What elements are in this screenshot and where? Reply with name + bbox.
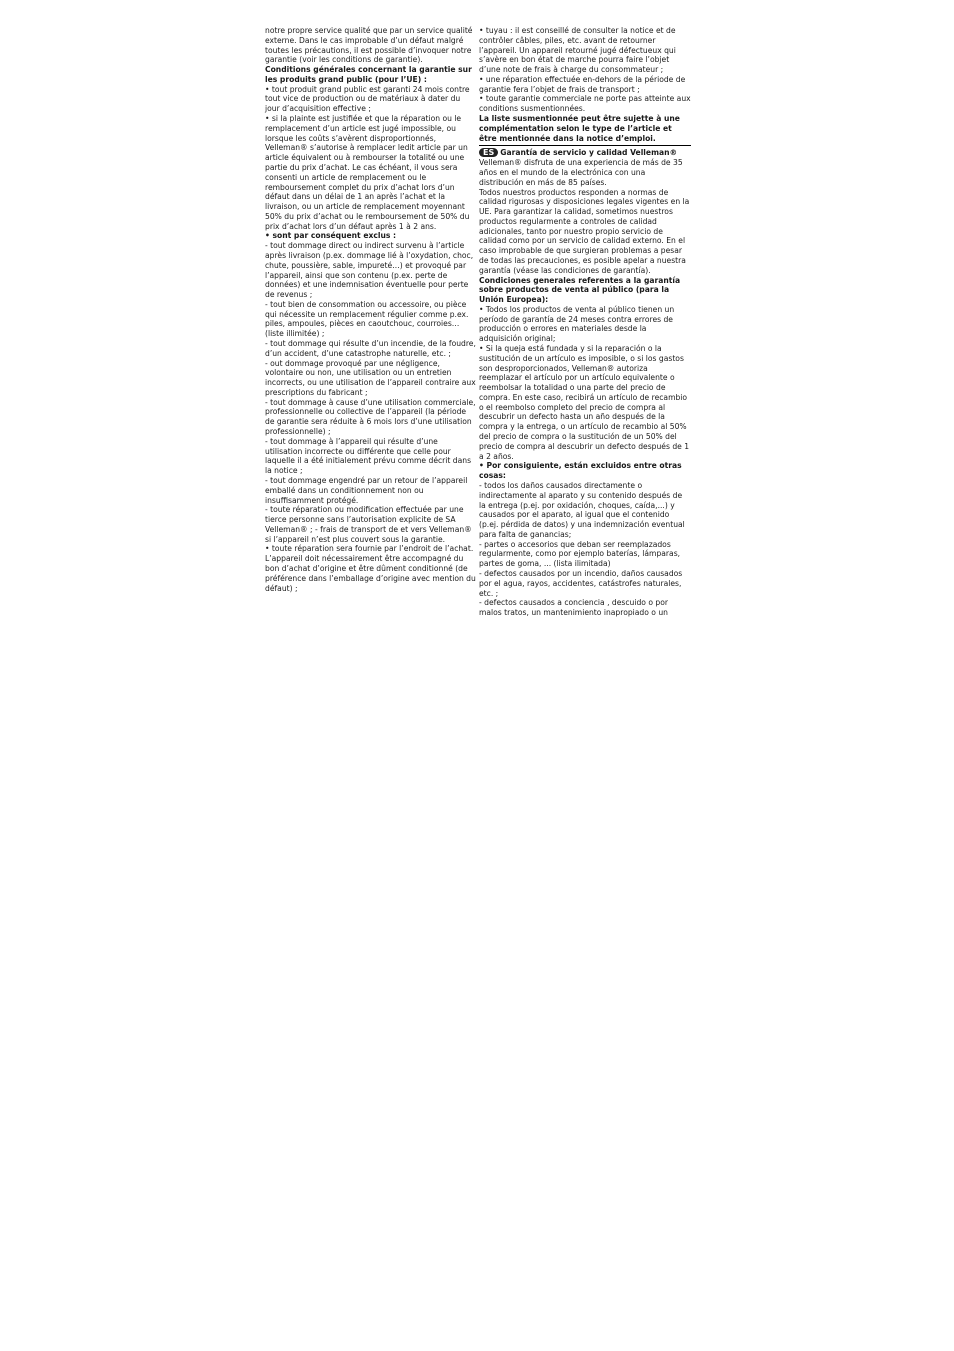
paragraph: - out dommage provoqué par une négligence, volontaire ou non, une utilisation ou un entretien incorrects, ou une utilisation de l’appareil contraire aux prescriptions du fabricant ;	[265, 358, 476, 397]
paragraph: • tuyau : il est conseillé de consulter la notice et de contrôler câbles, piles, etc. avant de retourner l’appareil. Un appareil retourné jugé défectueux qui s’avère en bon état de marche pourra faire l’objet d’une note de frais à charge du consommateur ;	[479, 26, 676, 75]
paragraph: Velleman® disfruta de una experiencia de más de 35 años en el mundo de la electrónica con una distribución en más de 85 países.	[479, 158, 683, 187]
paragraph: - partes o accesorios que deban ser reemplazados regularmente, como por ejemplo baterías, lámparas, partes de goma, ... (lista ilimitada)	[479, 539, 681, 569]
paragraph: • toute garantie commerciale ne porte pas atteinte aux conditions susmentionnées.	[479, 94, 691, 114]
heading: • Por consiguiente, están excluidos entre otras cosas:	[479, 461, 682, 481]
paragraph: - toute réparation ou modification effectuée par une tierce personne sans l’autorisation explicite de SA Velleman® ; - frais de transport de et vers Velleman® si l’appareil n’est plus couvert sous la garantie.	[265, 505, 472, 544]
language-badge-es: ES	[479, 148, 498, 157]
paragraph: - tout dommage à l’appareil qui résulte d’une utilisation incorrecte ou différente que celle pour laquelle il a été initialement prévu comme décrit dans la notice ;	[265, 436, 472, 476]
heading: Conditions générales concernant la garantie sur les produits grand public (pour l’UE) :	[265, 65, 472, 84]
section-heading-es	[479, 145, 691, 158]
paragraph: - tout dommage engendré par un retour de l’appareil emballé dans un conditionnement non ou insuffisamment protégé.	[265, 475, 468, 505]
paragraph: - tout dommage direct ou indirect survenu à l’article après livraison (p.ex. dommage lié à l’oxydation, choc, chute, poussière, sable, impureté…) et provoqué par l’appareil, ainsi que son contenu (p.ex. perte de données) et une indemnisation éventuelle pour perte de revenus ;	[265, 241, 474, 300]
paragraph: • toute réparation sera fournie par l’endroit de l’achat. L’appareil doit nécessairement être accompagné du bon d’achat d’origine et être dûment conditionné (de préférence dans l’emballage d’origine avec mention du défaut) ;	[265, 544, 476, 593]
paragraph: notre propre service qualité que par un service qualité externe. Dans le cas improbable d’un défaut malgré toutes les précautions, il est possible d’invoquer notre garantie (voir les conditions de garantie).	[265, 26, 473, 65]
right-column	[479, 26, 691, 618]
paragraph: - tout bien de consommation ou accessoire, ou pièce qui nécessite un remplacement régulier comme p.ex. piles, ampoules, pièces en caoutchouc, courroies… (liste illimitée) ;	[265, 299, 469, 339]
paragraph: • si la plainte est justifiée et que la réparation ou le remplacement d’un article est jugé impossible, ou lorsque les coûts s’avèrent disproportionnés, Velleman® s’autorise à remplacer ledit article par un article équivalent ou à rembourser la totalité ou une partie du prix d’achat. Le cas échéant, il vous sera consenti un article de remplacement ou le remboursement complet du prix d’achat lors d’un défaut dans un délai de 1 an après l’achat et la livraison, ou un article de remplacement moyennant 50% du prix d’achat ou le remboursement de 50% du prix d’achat lors d’un défaut après 1 à 2 ans.	[265, 114, 470, 231]
paragraph: Todos nuestros productos responden a normas de calidad rigurosas y disposiciones legales vigentes en la UE. Para garantizar la calidad, sometimos nuestros productos regularmente a controles de calidad adicionales, tanto por nuestro propio servicio de calidad como por un servicio de calidad externo. En el caso improbable de que surgieran problemas a pesar de todas las precauciones, es posible apelar a nuestra garantía (véase las condiciones de garantía).	[479, 187, 690, 275]
paragraph: • Todos los productos de venta al público tienen un período de garantía de 24 meses contra errores de producción o errores en materiales desde la adquisición original;	[479, 304, 675, 344]
paragraph: - defectos causados a conciencia , descuido o por malos tratos, un mantenimiento inapropiado o un	[479, 598, 668, 618]
heading: • sont par conséquent exclus :	[265, 231, 397, 241]
paragraph: • tout produit grand public est garanti 24 mois contre tout vice de production ou de matériaux à dater du jour d’acquisition effective ;	[265, 84, 470, 114]
paragraph: - tout dommage à cause d’une utilisation commerciale, professionnelle ou collective de l’appareil (la période de garantie sera réduite à 6 mois lors d’une utilisation professionnelle) ;	[265, 397, 476, 437]
paragraph: - defectos causados por un incendio, daños causados por el agua, rayos, accidentes, catástrofes naturales, etc. ;	[479, 568, 683, 598]
paragraph: - todos los daños causados directamente o indirectamente al aparato y su contenido después de la entrega (p.ej. por oxidación, choques, caída,...) y causados por el aparato, al igual que el contenido (p.ej. pérdida de datos) y una indemnización eventual para falta de ganancias;	[479, 480, 685, 539]
heading: Condiciones generales referentes a la garantía sobre productos de venta al público (para la Unión Europea):	[479, 275, 681, 305]
paragraph: - tout dommage qui résulte d’un incendie, de la foudre, d’un accident, d’une catastrophe naturelle, etc. ;	[265, 339, 476, 358]
paragraph: • une réparation effectuée en-dehors de la période de garantie fera l’objet de frais de transport ;	[479, 74, 686, 94]
left-column	[265, 26, 477, 593]
section-title: Garantía de servicio y calidad Velleman®	[500, 148, 678, 158]
paragraph: • Si la queja está fundada y si la reparación o la sustitución de un artículo es imposible, o si los gastos son desproporcionados, Velleman® autoriza reemplazar el artículo por un artículo equivalente o reembolsar la totalidad o una parte del precio de compra. En este caso, recibirá un artículo de recambio o el reembolso completo del precio de compra al descubrir un defecto hasta un año después de la compra y la entrega, o un artículo de recambio al 50% del precio de compra o la sustitución de un 50% del precio de compra al descubrir un defecto después de 1 a 2 años.	[479, 344, 690, 461]
heading: La liste susmentionnée peut être sujette à une complémentation selon le type de l’article et être mentionnée dans la notice d’emploi.	[479, 114, 680, 143]
